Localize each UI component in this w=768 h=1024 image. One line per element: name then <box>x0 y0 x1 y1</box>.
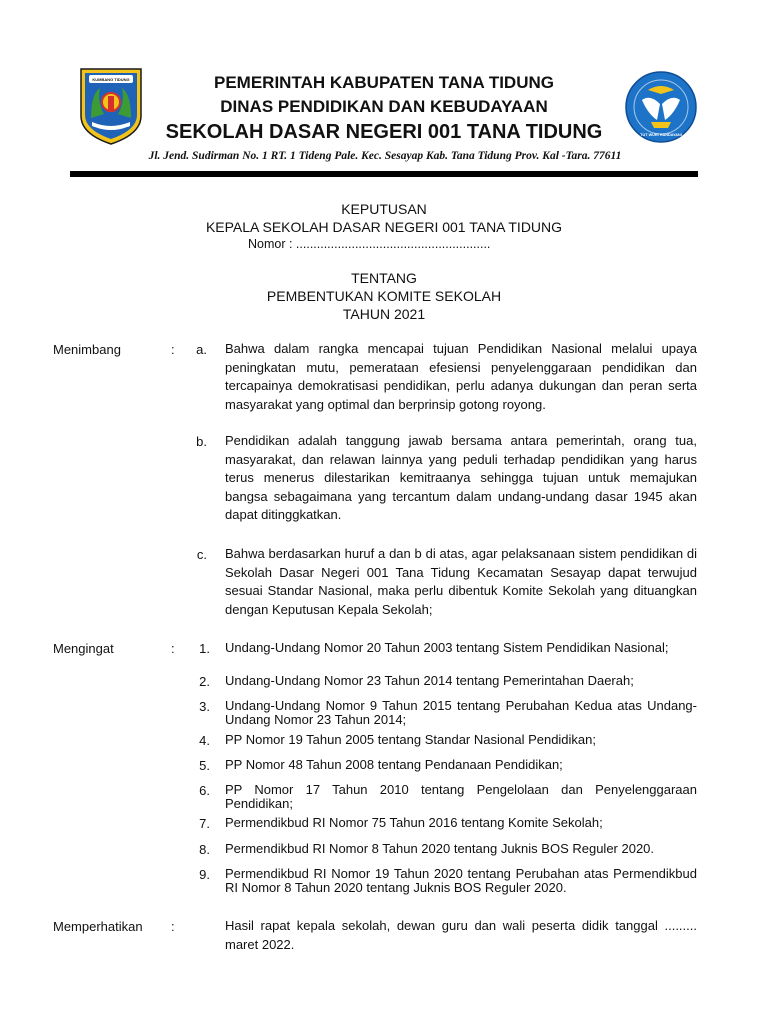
tut-wuri-handayani-icon <box>624 70 698 144</box>
decree-issuer: KEPALA SEKOLAH DASAR NEGERI 001 TANA TIDUNG <box>205 219 563 235</box>
memperhatikan-label: Memperhatikan <box>53 919 143 934</box>
menimbang-item: Bahwa berdasarkan huruf a dan b di atas, agar pelaksanaan sistem pendidikan di Sekolah Dasar Negeri 001 Tana Tidung Kecamatan Sesayap dapat terwujud sesuai Standar Nasional, maka perlu dibentuk Komite Sekolah yang dituangkan dengan Keputusan Kepala Sekolah; <box>225 546 697 617</box>
decree-about: TENTANG <box>351 270 417 286</box>
menimbang-item: Bahwa dalam rangka mencapai tujuan Pendidikan Nasional melalui upaya peningkatan mutu, pemerataan efesiensi penyelenggaraan pendidikan dan tercapainya demokratisasi pendidikan, perlu adanya dukungan dan peran serta masyarakat yang optimal dan berprinsip gotong royong. <box>225 341 697 412</box>
mengingat-item: Undang-Undang Nomor 23 Tahun 2014 tentang Pemerintahan Daerah; <box>225 673 634 688</box>
seal-motto: KUMBANG TIDUNG <box>92 77 130 82</box>
mengingat-item: PP Nomor 19 Tahun 2005 tentang Standar Nasional Pendidikan; <box>225 732 597 747</box>
mengingat-item: PP Nomor 17 Tahun 2010 tentang Pengelolaan dan Penyelenggaraan Pendidikan; <box>225 782 697 811</box>
decree-year: TAHUN 2021 <box>342 306 426 322</box>
menimbang-label: Menimbang <box>53 342 121 357</box>
letterhead-government: PEMERINTAH KABUPATEN TANA TIDUNG <box>214 73 554 92</box>
emblem-motto: TUT WURI HANDAYANI <box>640 133 682 137</box>
mengingat-item: Undang-Undang Nomor 9 Tahun 2015 tentang Perubahan Kedua atas Undang-Undang Nomor 23 Tahun 2014; <box>225 698 697 727</box>
mengingat-mark: 1. <box>199 641 210 656</box>
mengingat-mark: 9. <box>199 867 210 882</box>
memperhatikan-text: Hasil rapat kepala sekolah, dewan guru dan wali peserta didik tanggal ......... maret 2022. <box>225 918 697 952</box>
decree-subject: PEMBENTUKAN KOMITE SEKOLAH <box>266 288 502 304</box>
menimbang-mark: b. <box>196 434 207 449</box>
mengingat-mark: 4. <box>199 733 210 748</box>
mengingat-item: Undang-Undang Nomor 20 Tahun 2003 tentang Sistem Pendidikan Nasional; <box>225 640 669 655</box>
menimbang-mark: a. <box>196 342 207 357</box>
mengingat-mark: 5. <box>199 758 210 773</box>
menimbang-item: Pendidikan adalah tanggung jawab bersama antara pemerintah, orang tua, masyarakat, dan relawan lainnya yang peduli terhadap pendidikan yang harus terus menerus dilestarikan kemitraanya sehingga tujuan untuk memajukan bangsa sebagaimana yang tercantum dalam undang-undang dasar 1945 akan dapat ditinggkatkan. <box>225 433 697 522</box>
menimbang-mark: c. <box>196 547 207 562</box>
mengingat-label: Mengingat <box>53 641 114 656</box>
decree-number: Nomor : ........................................................ <box>248 237 491 251</box>
memperhatikan-colon: : <box>171 919 175 934</box>
letterhead-address: Jl. Jend. Sudirman No. 1 RT. 1 Tideng Pale. Kec. Sesayap Kab. Tana Tidung Prov. Kal -Tara. 77611 <box>148 150 622 162</box>
mengingat-mark: 3. <box>199 699 210 714</box>
decree-title: KEPUTUSAN <box>341 201 427 217</box>
letterhead-department: DINAS PENDIDIKAN DAN KEBUDAYAAN <box>220 97 548 116</box>
mengingat-mark: 8. <box>199 842 210 857</box>
letterhead-divider <box>70 171 698 177</box>
mengingat-item: Permendikbud RI Nomor 75 Tahun 2016 tentang Komite Sekolah; <box>225 815 603 830</box>
mengingat-mark: 2. <box>199 674 210 689</box>
mengingat-mark: 6. <box>199 783 210 798</box>
mengingat-colon: : <box>171 641 175 656</box>
mengingat-item: Permendikbud RI Nomor 8 Tahun 2020 tentang Juknis BOS Reguler 2020. <box>225 841 655 856</box>
mengingat-item: PP Nomor 48 Tahun 2008 tentang Pendanaan Pendidikan; <box>225 757 563 772</box>
menimbang-colon: : <box>171 342 175 357</box>
mengingat-mark: 7. <box>199 816 210 831</box>
letterhead-school: SEKOLAH DASAR NEGERI 001 TANA TIDUNG <box>165 121 603 143</box>
mengingat-item: Permendikbud RI Nomor 19 Tahun 2020 tentang Perubahan atas Permendikbud RI Nomor 8 Tahun 2020 tentang Juknis BOS Reguler 2020. <box>225 866 697 895</box>
regency-seal-icon <box>78 64 144 146</box>
